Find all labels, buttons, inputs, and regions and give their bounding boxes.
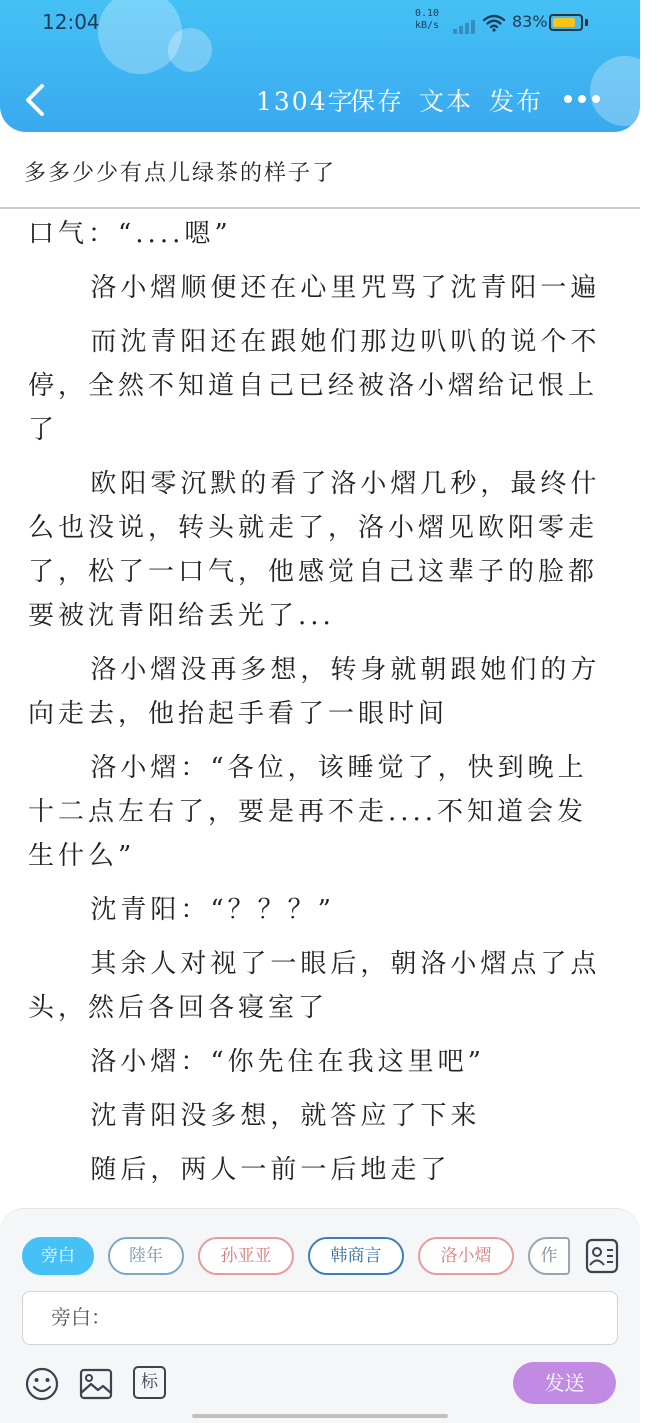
publish-button[interactable]: 发布 [489, 87, 544, 116]
story-paragraph: 沈青阳没多想，就答应了下来 [90, 1101, 481, 1131]
tag-label: 标 [141, 1372, 158, 1392]
story-paragraph: 洛小熠没再多想，转身就朝跟她们的方向走去，他抬起手看了一眼时间 [28, 655, 601, 729]
home-indicator[interactable] [192, 1414, 448, 1418]
back-arrow-icon[interactable] [20, 80, 50, 120]
story-paragraph: 洛小熠顺便还在心里咒骂了沈青阳一遍 [90, 273, 601, 303]
story-paragraph: 洛小熠：“你先住在我这里吧” [90, 1047, 485, 1077]
net-speed [412, 8, 442, 32]
battery-icon [549, 14, 583, 31]
image-icon[interactable] [78, 1366, 114, 1402]
character-chip[interactable]: 旁白 [22, 1237, 94, 1275]
net-speed-value: 0.10 [414, 8, 440, 19]
message-input[interactable]: 旁白： [22, 1291, 618, 1345]
emoji-icon[interactable] [24, 1366, 60, 1402]
title-divider [0, 207, 640, 209]
status-bar [0, 0, 640, 48]
battery-percent: 83% [512, 12, 548, 31]
word-count: 1304字 [256, 87, 355, 116]
character-chip[interactable]: 洛小熠 [418, 1237, 514, 1275]
story-paragraph: 而沈青阳还在跟她们那边叭叭的说个不停，全然不知道自己已经被洛小熠给记恨上了 [28, 327, 601, 445]
story-paragraph: 随后，两人一前一后地走了 [90, 1155, 451, 1185]
battery-level [553, 18, 575, 27]
character-list-icon[interactable] [584, 1237, 620, 1275]
chapter-title[interactable]: 多多少少有点儿绿茶的样子了 [24, 161, 337, 186]
character-chip[interactable]: 韩商言 [308, 1237, 404, 1275]
character-chip[interactable]: 孙亚亚 [198, 1237, 294, 1275]
battery-tip [585, 19, 588, 26]
character-chip[interactable]: 陸年 [108, 1237, 184, 1275]
send-button[interactable]: 发送 [513, 1362, 616, 1404]
app-header [0, 0, 640, 132]
story-paragraph: 洛小熠：“各位，该睡觉了，快到晚上十二点左右了，要是再不走....不知道会发生什么” [28, 753, 588, 871]
story-paragraph: 欧阳零沉默的看了洛小熠几秒，最终什么也没说，转头就走了，洛小熠见欧阳零走了，松了一口气，他感觉自己这辈子的脸都要被沈青阳给丢光了... [28, 469, 601, 631]
net-speed-unit: kB/s [414, 20, 440, 31]
more-icon[interactable] [562, 95, 602, 105]
story-paragraph: 沈青阳：“？？？” [90, 895, 335, 925]
text-button[interactable]: 文本 [419, 87, 474, 116]
tag-button[interactable] [133, 1366, 166, 1399]
story-content[interactable] [28, 212, 614, 1202]
save-button[interactable]: 保存 [350, 87, 405, 116]
story-paragraph: 口气：“....嗯” [28, 219, 232, 249]
decor-bubble [590, 56, 660, 126]
character-chip[interactable]: 作 [528, 1237, 570, 1275]
story-paragraph: 其余人对视了一眼后，朝洛小熠点了点头，然后各回各寝室了 [28, 949, 601, 1023]
signal-icon [453, 20, 475, 34]
status-time: 12:04 [42, 10, 100, 34]
wifi-icon [482, 14, 506, 32]
